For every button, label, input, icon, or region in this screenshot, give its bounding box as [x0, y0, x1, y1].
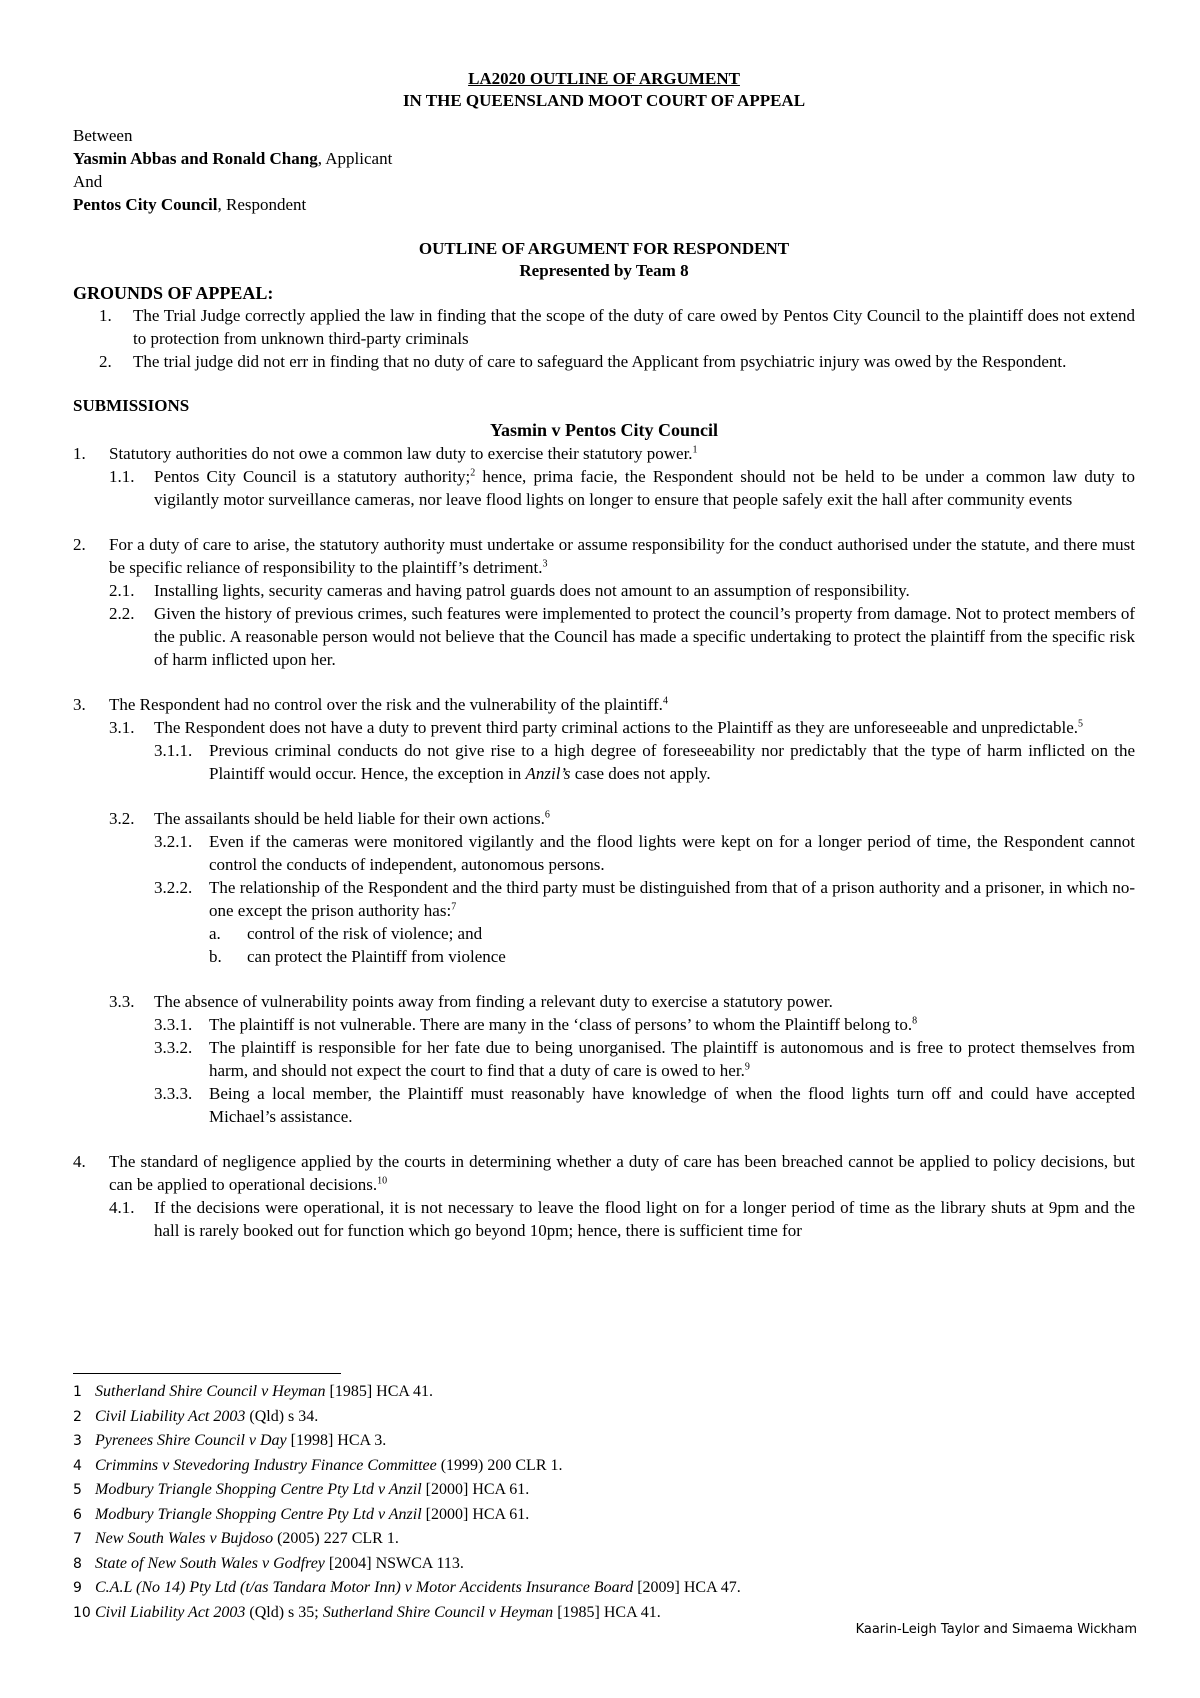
submission-3: 3. The Respondent had no control over the risk and the vulnerability of the plaintiff.$^4$: [73, 695, 668, 714]
submission-3-2-2-b: b. can protect the Plaintiff from violence: [209, 947, 506, 966]
document-title: LA2020 OUTLINE OF ARGUMENT: [468, 69, 740, 88]
submission-3-2-1: 3.2.1. Even if the cameras were monitored vigilantly and the flood lights were kept on for a longer period of time, the Respondent cannot control the conducts of independent, autonomous persons.: [154, 832, 1135, 874]
submission-3-3-3: 3.3.3. Being a local member, the Plaintiff must reasonably have knowledge of when the flood lights turn off and could have accepted Michael’s assistance.: [154, 1084, 1135, 1126]
submission-2-2: 2.2. Given the history of previous crimes, such features were implemented to protect the council’s property from damage. Not to protect members of the public. A reasonable person would not believe that the Council has made a specific undertaking to protect the plaintiff from the specific risk of harm inflicted upon her.: [109, 604, 1135, 669]
submission-4: 4. The standard of negligence applied by the courts in determining whether a duty of care has been breached cannot be applied to policy decisions, but can be applied to operational decisions.$^{10}$: [73, 1152, 1135, 1194]
submission-2: 2. For a duty of care to arise, the statutory authority must undertake or assume responsibility for the conduct authorised under the statute, and there must be specific reliance of responsibility to the plaintiff’s detriment.$^3$: [73, 535, 1135, 577]
footnote-ref[interactable]: 9: [744, 1061, 750, 1073]
respondent-role: , Respondent: [217, 195, 307, 214]
submission-3-2-2: 3.2.2. The relationship of the Respondent and the third party must be distinguished from that of a prison authority and a prisoner, in which no-one except the prison authority has:$^7$: [154, 878, 1135, 920]
footnote: 4 Crimmins v Stevedoring Industry Finance Committee (1999) 200 CLR 1.: [73, 1456, 563, 1474]
submissions-heading: SUBMISSIONS: [73, 396, 190, 415]
footnote: 1 Sutherland Shire Council v Heyman [1985] HCA 41.: [73, 1383, 434, 1400]
and-label: And: [73, 172, 103, 191]
case-title: Yasmin v Pentos City Council: [489, 420, 718, 440]
between-label: Between: [73, 126, 133, 145]
submission-1-1: 1.1. Pentos City Council is a statutory authority;$^2$ hence, prima facie, the Respondent should not be held to be under a common law duty to vigilantly motor surveillance cameras, nor leave flood lights on longer to ensure that people safely exit the hall after community events: [109, 467, 1135, 509]
footnote: 3 Pyrenees Shire Council v Day [1998] HCA 3.: [73, 1432, 387, 1449]
footnote-separator: [73, 1373, 341, 1374]
submission-3-3-1: 3.3.1. The plaintiff is not vulnerable. There are many in the ‘class of persons’ to whom the Plaintiff belong to.$^8$: [154, 1015, 918, 1034]
grounds-heading: GROUNDS OF APPEAL:: [73, 283, 274, 303]
footnote: 8 State of New South Wales v Godfrey [2004] NSWCA 113.: [73, 1554, 464, 1572]
footnote-ref[interactable]: 2: [470, 467, 476, 479]
footnotes: [73, 1380, 1135, 1625]
court-title: IN THE QUEENSLAND MOOT COURT OF APPEAL: [402, 91, 806, 110]
footnote: 5 Modbury Triangle Shopping Centre Pty Ltd v Anzil [2000] HCA 61.: [73, 1481, 530, 1498]
footnote-ref[interactable]: 8: [912, 1015, 918, 1027]
outline-title: OUTLINE OF ARGUMENT FOR RESPONDENT: [418, 239, 790, 258]
footnote: 6 Modbury Triangle Shopping Centre Pty Ltd v Anzil [2000] HCA 61.: [73, 1505, 530, 1523]
footnote-ref[interactable]: 7: [451, 901, 457, 913]
footnote-ref[interactable]: 3: [542, 558, 548, 570]
document-page: [73, 68, 1135, 1242]
submission-3-3-2: 3.3.2. The plaintiff is responsible for her fate due to being unorganised. The plaintiff is autonomous and is free to protect themselves from harm, and should not expect the court to find that a duty of care is owed to her.$^9$: [154, 1038, 1135, 1080]
respondent-line: [73, 193, 1135, 216]
footnote-ref[interactable]: 1: [692, 444, 698, 456]
submission-1: 1. Statutory authorities do not owe a common law duty to exercise their statutory power.$^1$: [73, 444, 698, 463]
submission-4-1: 4.1. If the decisions were operational, it is not necessary to leave the flood light on for a longer period of time as the library shuts at 9pm and the hall is rarely booked out for function which go beyond 10pm; hence, there is sufficient time for: [109, 1198, 1135, 1240]
footnote: 9 C.A.L (No 14) Pty Ltd (t/as Tandara Motor Inn) v Motor Accidents Insurance Board [2009] HCA 47.: [73, 1579, 741, 1596]
submission-3-2-2-a: a. control of the risk of violence; and: [209, 924, 483, 943]
footnote-ref[interactable]: 6: [544, 809, 550, 821]
represented-by: Represented by Team 8: [519, 261, 689, 280]
submission-3-2: 3.2. The assailants should be held liable for their own actions.$^6$: [109, 809, 550, 828]
ground-item: 2. The trial judge did not err in finding that no duty of care to safeguard the Applicant from psychiatric injury was owed by the Respondent.: [99, 352, 1067, 371]
footnote-ref[interactable]: 4: [662, 695, 668, 707]
footnote-ref[interactable]: 5: [1078, 718, 1084, 730]
footnote: 7 New South Wales v Bujdoso (2005) 227 CLR 1.: [73, 1530, 399, 1547]
applicant-names: Yasmin Abbas and Ronald Chang: [73, 149, 318, 168]
footnote: 10 Civil Liability Act 2003 (Qld) s 35; Sutherland Shire Council v Heyman [1985] HCA 41.: [73, 1603, 661, 1621]
submission-3-1-1: 3.1.1. Previous criminal conducts do not give rise to a high degree of foreseeability nor predictably that the type of harm inflicted on the Plaintiff would occur. Hence, the exception in Anzil’s case does not apply.: [154, 741, 1135, 783]
submission-3-1: 3.1. The Respondent does not have a duty to prevent third party criminal actions to the Plaintiff as they are unforeseeable and unpredictable.$^5$: [109, 718, 1084, 737]
footnote: 2 Civil Liability Act 2003 (Qld) s 34.: [73, 1407, 319, 1425]
ground-item: 1. The Trial Judge correctly applied the law in finding that the scope of the duty of care owed by Pentos City Council to the plaintiff does not extend to protection from unknown third-party criminals: [99, 306, 1135, 348]
applicant-role: , Applicant: [317, 149, 393, 168]
submission-3-3: 3.3. The absence of vulnerability points away from finding a relevant duty to exercise a statutory power.: [109, 992, 833, 1011]
respondent-name: Pentos City Council: [73, 195, 218, 214]
submission-2-1: 2.1. Installing lights, security cameras and having patrol guards does not amount to an assumption of responsibility.: [109, 581, 910, 600]
applicant-line: [73, 147, 1135, 170]
footnote-ref[interactable]: 10: [377, 1175, 388, 1187]
author-credit: Kaarin-Leigh Taylor and Simaema Wickham: [855, 1622, 1137, 1637]
